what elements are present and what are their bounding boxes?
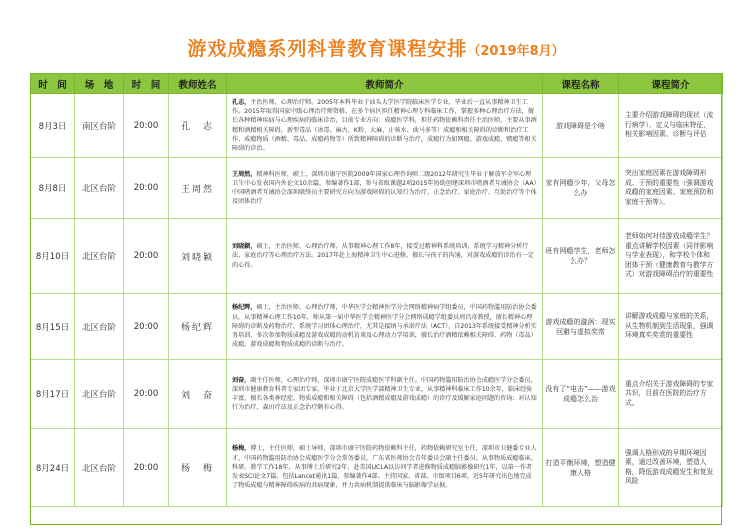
row-course: 班有网瘾学生，老师怎么办？ bbox=[543, 219, 619, 294]
row-venue: 北区台阶 bbox=[75, 360, 124, 429]
title-subtitle: （2019年8月） bbox=[467, 44, 565, 59]
intro-name: 刘晓颖， bbox=[232, 243, 257, 251]
intro-text: 副主任医师，心理治疗师，深圳市康宁医院成瘾医学科副主任。中国药物滥用防治协会成瘾医学分会委员，深圳市健康教育科普专家团专家。毕业于北京大学医学部精神卫生专业，从事精神科临床工作10余年，临床经验丰富，擅长各类神经症、物质成瘾和相关障碍（包括酒精成瘾及游戏成瘾）的诊疗及缓解家庭问题的咨询；对认知行为治疗、森田疗法及正念治疗颇有心得。 bbox=[232, 376, 537, 412]
header-intro: 教师简介 bbox=[227, 74, 543, 94]
row-teacher: 刘晓颖 bbox=[169, 219, 227, 294]
row-date: 8月3日 bbox=[31, 94, 75, 158]
intro-name: 杨纪辉， bbox=[232, 304, 257, 312]
row-date: 8月8日 bbox=[31, 158, 75, 219]
row-time: 20:00 bbox=[124, 158, 169, 219]
header-date: 时 间 bbox=[31, 74, 75, 94]
row-date: 8月17日 bbox=[31, 360, 75, 429]
header-time: 时 间 bbox=[124, 74, 169, 94]
row-brief: 老师如何对待游戏成瘾学生？重点讲解学校因素（同伴影响与学业表现），和学校个体和团体干预（健康教育与教学方式）对游戏障碍治疗的重要性 bbox=[619, 219, 723, 294]
row-venue: 北区台阶 bbox=[75, 219, 124, 294]
row-time: 20:00 bbox=[124, 429, 169, 507]
row-venue: 北区台阶 bbox=[75, 294, 124, 360]
intro-text: 主治医师，心理治疗师。2005年本科毕业于汕头大学医学院临床医学专业，毕业后一直从事精神卫生工作。2015年取得国家中级心理治疗师资格，在多个病区担任精神心理专科临床工作，掌握多种心理治疗方法，擅长各种精神疾病与心理疾病的临床诊治，目前专业方向：成瘾医学科，担任药物依赖科责任主治医师，主要从事酒精和酒精相关障碍，新型毒品（冰毒、麻古、K粉、大麻、止咳水、曲马多等）成瘾和相关障碍的诊断和治疗工作，成瘾物质（酒精、毒品、成瘾药物等）所致精神障碍的诊断与治疗，成瘾行为如网瘾、游戏成瘾、赌瘾等相关障碍的诊治。 bbox=[232, 98, 537, 152]
row-teacher: 王周然 bbox=[169, 158, 227, 219]
header-teacher: 教师姓名 bbox=[169, 74, 227, 94]
page-title bbox=[0, 34, 752, 61]
row-brief: 主要介绍游戏障碍的现状（流行病学）、定义与临床特征，相关影响因素、诊断与评估 bbox=[619, 94, 723, 158]
row-brief: 重点介绍关于游戏障碍的专家共识，目前在医院的治疗方式。 bbox=[619, 360, 723, 429]
header-brief: 课程简介 bbox=[619, 74, 723, 94]
row-course: 家有网瘾少年，父母怎么办 bbox=[543, 158, 619, 219]
table-outer-border bbox=[30, 73, 722, 525]
title-main: 游戏成瘾系列科普教育课程安排 bbox=[187, 38, 468, 60]
row-course: 游戏成瘾的漩涡：现实回避与虚拟奖赏 bbox=[543, 294, 619, 360]
row-brief: 讲解游戏成瘾与家庭的关系，从生物机制到生活现象，强调环境真实奖赏的重要性 bbox=[619, 294, 723, 360]
intro-name: 杨梅， bbox=[232, 445, 251, 453]
row-time: 20:00 bbox=[124, 294, 169, 360]
row-date: 8月15日 bbox=[31, 294, 75, 360]
row-time: 20:00 bbox=[124, 360, 169, 429]
row-course: 打造平衡环境，塑造健康人格 bbox=[543, 429, 619, 507]
row-course: 没有了“电击”——游戏成瘾怎么治 bbox=[543, 360, 619, 429]
intro-name: 王周然， bbox=[232, 170, 257, 178]
row-teacher: 孔 志 bbox=[169, 94, 227, 158]
row-teacher: 刘 奋 bbox=[169, 360, 227, 429]
intro-name: 孔志， bbox=[232, 98, 251, 106]
intro-text: 精神科医师，硕士，深圳市康宁医院2009年国家心理咨询师二级2012年研究生毕业于解放军全军心理卫生中心发表国内外论文10余篇，参编著作1部，参与省级课题2项2015年协助创建深圳市嗜酒者互诫协会（AA）中国嗜酒者互诫协会深圳联络员主要研究方向为游戏障碍的认知行为治疗、正念治疗、家庭治疗、互助治疗等个体及团体治疗 bbox=[232, 170, 537, 206]
row-time: 20:00 bbox=[124, 94, 169, 158]
row-venue: 北区台阶 bbox=[75, 158, 124, 219]
row-time: 20:00 bbox=[124, 219, 169, 294]
row-date: 8月10日 bbox=[31, 219, 75, 294]
row-brief: 强调人格形成的早期环境因素，通过改善环境，塑造人格，降低游戏成瘾发生和复发风险 bbox=[619, 429, 723, 507]
row-date: 8月24日 bbox=[31, 429, 75, 507]
row-brief: 突出家庭因素在游戏障碍形成、干预的重要性（強调游戏成瘾的家庭因素、家庭预防和家庭干预等）。 bbox=[619, 158, 723, 219]
intro-text: 硕士，主治医师，心理治疗师，中华医学会精神医学分会网络精神病学组委员，中国药物滥用防治协会委员。从事精神心理工作10年，师从第一届中华医学会精神医学分会网络成瘾学组委员周昌奇教授，擅长精神心理障碍的诊断及药物治疗，系统学习团体心理治疗，尤其是接纳与承诺疗法（ACT），自2013年系统接受精神分析实务培训，多次参加物质成瘾及游戏成瘾的动机访谈及心理动力学培训，擅长治疗酒精依赖相关障碍、药物（毒品）成瘾，游戏成瘾和物质成瘾的诊断与治疗。 bbox=[232, 304, 537, 349]
row-course: 游戏障碍是个啥 bbox=[543, 94, 619, 158]
intro-text: 博士，主任医师，硕士导师，深圳市康宁医院药物依赖科主任，药物依赖研究室主任，深圳市卫健委专业人才，中国药物滥用防治协会成瘾医学分会常务委员，广东省医师协会青年委员会副主任委员。从事物质成瘾临床、科研、教学工作18年，从事博士后研究2年，赴美国UCLA以访问学者进修物质成瘾脑影像研究1年，以第一作者发表SCI论文7篇，包括Lancet通讯1篇，参编著作4部。主持国家、省部、市级项目6项。近5年研究出色地完成了物质成瘾与精神障碍疾病的共病现象，并力共病机制提供临床与脑影像学证据。 bbox=[232, 445, 537, 490]
row-teacher: 杨 梅 bbox=[169, 429, 227, 507]
row-venue: 南区台阶 bbox=[75, 94, 124, 158]
intro-text: 硕士，主治医师，心理治疗师。从事精神心理工作8年，接受过精神科系统培训，系统学习精神分析疗法、家庭治疗等心理治疗方法。2017年赴上海精神卫生中心进修。擅长与孩子的沟通，对游戏成瘾的诊治有一定的心得。 bbox=[232, 243, 534, 269]
row-venue: 北区台阶 bbox=[75, 429, 124, 507]
header-venue: 场 地 bbox=[75, 74, 124, 94]
header-course: 课程名称 bbox=[543, 74, 619, 94]
row-teacher: 杨纪辉 bbox=[169, 294, 227, 360]
intro-name: 刘奋， bbox=[232, 376, 251, 384]
